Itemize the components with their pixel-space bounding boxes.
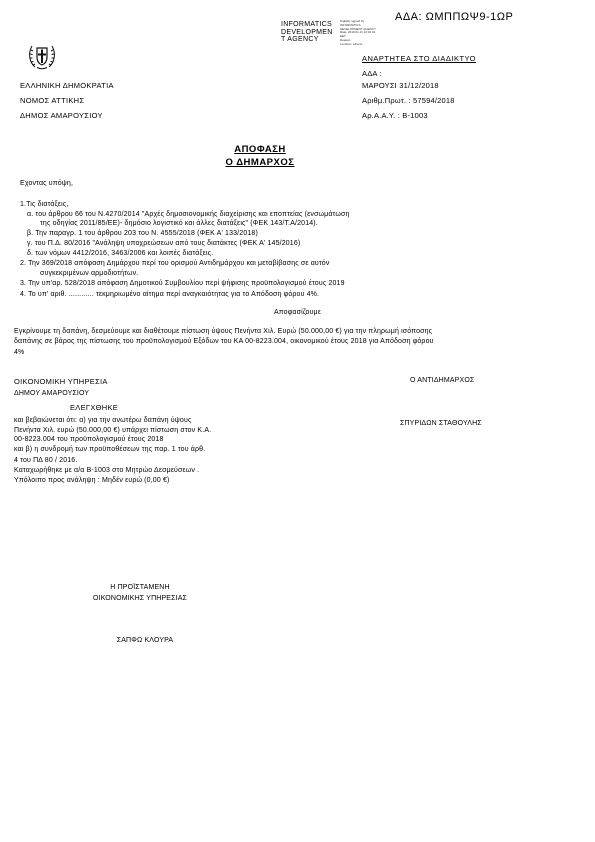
signature-detail-line: DEVELOPMENT AGENCY bbox=[340, 26, 376, 31]
signatory-name: ΣΠΥΡΙΔΩΝ ΣΤΑΘΟΥΛΗΣ bbox=[400, 420, 482, 427]
head-of-finance-title: Η ΠΡΟΪΣΤΑΜΕΝΗ bbox=[110, 584, 170, 591]
intro-text: Εχοντας υπόψη, bbox=[20, 180, 74, 187]
authority-line: ΕΛΛΗΝΙΚΗ ΔΗΜΟΚΡΑΤΙΑ bbox=[20, 81, 114, 90]
signatory-role: Ο ΑΝΤΙΔΗΜΑΡΧΟΣ bbox=[410, 377, 475, 384]
consideration-item: 2. Την 369/2018 απόφαση Δημάρχου περί του ορισμού Αντιδημάρχου και μεταβίβασης σε αυτόν bbox=[20, 260, 330, 267]
head-of-finance-name: ΣΑΠΦΩ ΚΛΟΥΡΑ bbox=[116, 637, 174, 644]
publish-online-heading: ΑΝΑΡΤΗΤΕΑ ΣΤΟ ΔΙΑΔΙΚΤΥΟ bbox=[362, 54, 476, 63]
finance-note-line: Πενήντα Χιλ. ευρώ (50.000,00 €) υπάρχει πίστωση στον Κ.Α. bbox=[14, 427, 212, 434]
consideration-item: συγκεκριμένων αρμοδιοτήτων. bbox=[40, 270, 139, 277]
digital-signature-details bbox=[340, 20, 376, 46]
authority-line: ΝΟΜΟΣ ΑΤΤΙΚΗΣ bbox=[20, 96, 85, 105]
signature-detail-line: Digitally signed by bbox=[340, 19, 365, 23]
signature-agency-line: INFORMATICS bbox=[281, 21, 333, 28]
signature-detail-line: INFORMATICS bbox=[340, 22, 361, 27]
meta-ada: ΑΔΑ : bbox=[362, 69, 382, 78]
page-subtitle: Ο ΔΗΜΑΡΧΟΣ bbox=[225, 157, 295, 168]
page-title: ΑΠΟΦΑΣΗ bbox=[234, 144, 286, 155]
signature-detail-line: Date: 2019.01.11 12:32:32 bbox=[340, 30, 376, 35]
consideration-item: 4. Το υπ' αριθ. ............ τεκμηριωμένο αίτημα περί αναγκαιότητας για το Απόδοση φόρου 4%. bbox=[20, 291, 320, 298]
signature-agency-line: DEVELOPMEN bbox=[281, 28, 333, 36]
provision-item: της οδηγίας 2011/85/ΕΕ)- δημόσιο λογιστικό και άλλες διατάξεις" (ΦΕΚ 143/Τ.Α/2014). bbox=[40, 220, 318, 227]
finance-note-line: 4 του ΠΔ 80 / 2016. bbox=[14, 457, 78, 464]
greek-state-emblem-icon bbox=[26, 40, 58, 72]
ada-code: ΑΔΑ: ΩΜΠΠΩΨ9-1ΩΡ bbox=[395, 11, 514, 23]
finance-note-line: 00-8223.004 του προϋπολογισμού έτους 2018 bbox=[14, 436, 164, 443]
approval-text: Εγκρίνουμε τη δαπάνη, δεσμεύουμε και διαθέτουμε πίστωση ύψους Πενήντα Χιλ. Ευρώ (50.000,00 €) για την πληρωμή ισόποσης bbox=[14, 328, 433, 335]
approval-text: δαπάνης σε βάρος της πίστωσης του προϋπολογισμού Εξόδων του ΚΑ 00-8223.004, οικονομικού έτους 2018 για Απόδοση φόρου bbox=[14, 338, 434, 345]
provision-item: γ. του Π.Δ. 80/2016 "Ανάληψη υποχρεώσεων από τους διατάκτες (ΦΕΚ Α' 145/2016) bbox=[27, 240, 301, 247]
meta-place-date: ΜΑΡΟΥΣΙ 31/12/2018 bbox=[362, 81, 439, 90]
provision-heading: 1.Τις διατάξεις, bbox=[20, 201, 69, 208]
decision-heading: Αποφασίζουμε bbox=[273, 309, 322, 316]
signature-agency-name bbox=[281, 21, 333, 44]
signature-detail-line: Location: Athens bbox=[340, 41, 363, 46]
meta-protocol-number: Αριθμ.Πρωτ. : 57594/2018 bbox=[362, 96, 455, 105]
finance-note-line: Υπόλοιπο προς ανάληψη : Μηδέν ευρώ (0,00 €) bbox=[14, 477, 170, 484]
signature-detail-line: Reason: bbox=[340, 37, 352, 42]
meta-commitment-number: Αρ.Α.Α.Υ. : Β-1003 bbox=[362, 111, 428, 120]
consideration-item: 3. Την υπ'αρ. 528/2018 απόφαση Δημοτικού Συμβουλίου περί ψήφισης προϋπολογισμού έτους 2019 bbox=[20, 280, 345, 287]
finance-note-line: Καταχωρήθηκε με α/α Β-1003 στο Μητρώο Δεσμεύσεων . bbox=[14, 467, 200, 474]
provision-item: β. Την παραγρ. 1 του άρθρου 203 του Ν. 4555/2018 (ΦΕΚ Α' 133/2018) bbox=[27, 230, 258, 237]
provision-item: α. του άρθρου 66 του Ν.4270/2014 "Αρχές δημοσιονομικής διαχείρισης και εποπτείας (ενσωμάτωση bbox=[27, 211, 350, 218]
signature-agency-line: T AGENCY bbox=[281, 36, 319, 44]
authority-line: ΔΗΜΟΣ ΑΜΑΡΟΥΣΙΟΥ bbox=[20, 111, 103, 120]
finance-service-subtitle: ΔΗΜΟΥ ΑΜΑΡΟΥΣΙΟΥ bbox=[14, 390, 90, 397]
provision-item: δ. των νόμων 4412/2016, 3463/2006 και λοιπές διατάξεις. bbox=[27, 250, 214, 257]
signature-detail-line: EET bbox=[340, 34, 346, 38]
approval-text: 4% bbox=[14, 349, 25, 356]
finance-note-line: και βεβαιώνεται ότι: α) για την ανωτέρω δαπάνη ύψους bbox=[14, 417, 192, 424]
head-of-finance-subtitle: ΟΙΚΟΝΟΜΙΚΗΣ ΥΠΗΡΕΣΙΑΣ bbox=[93, 595, 187, 602]
finance-note-line: και β) η συνδρομή των προϋποθέσεων της παρ. 1 του άρθ. bbox=[14, 446, 206, 453]
checked-label: ΕΛΕΓΧΘΗΚΕ bbox=[70, 403, 119, 412]
finance-service-title: ΟΙΚΟΝΟΜΙΚΗ ΥΠΗΡΕΣΙΑ bbox=[14, 377, 108, 386]
